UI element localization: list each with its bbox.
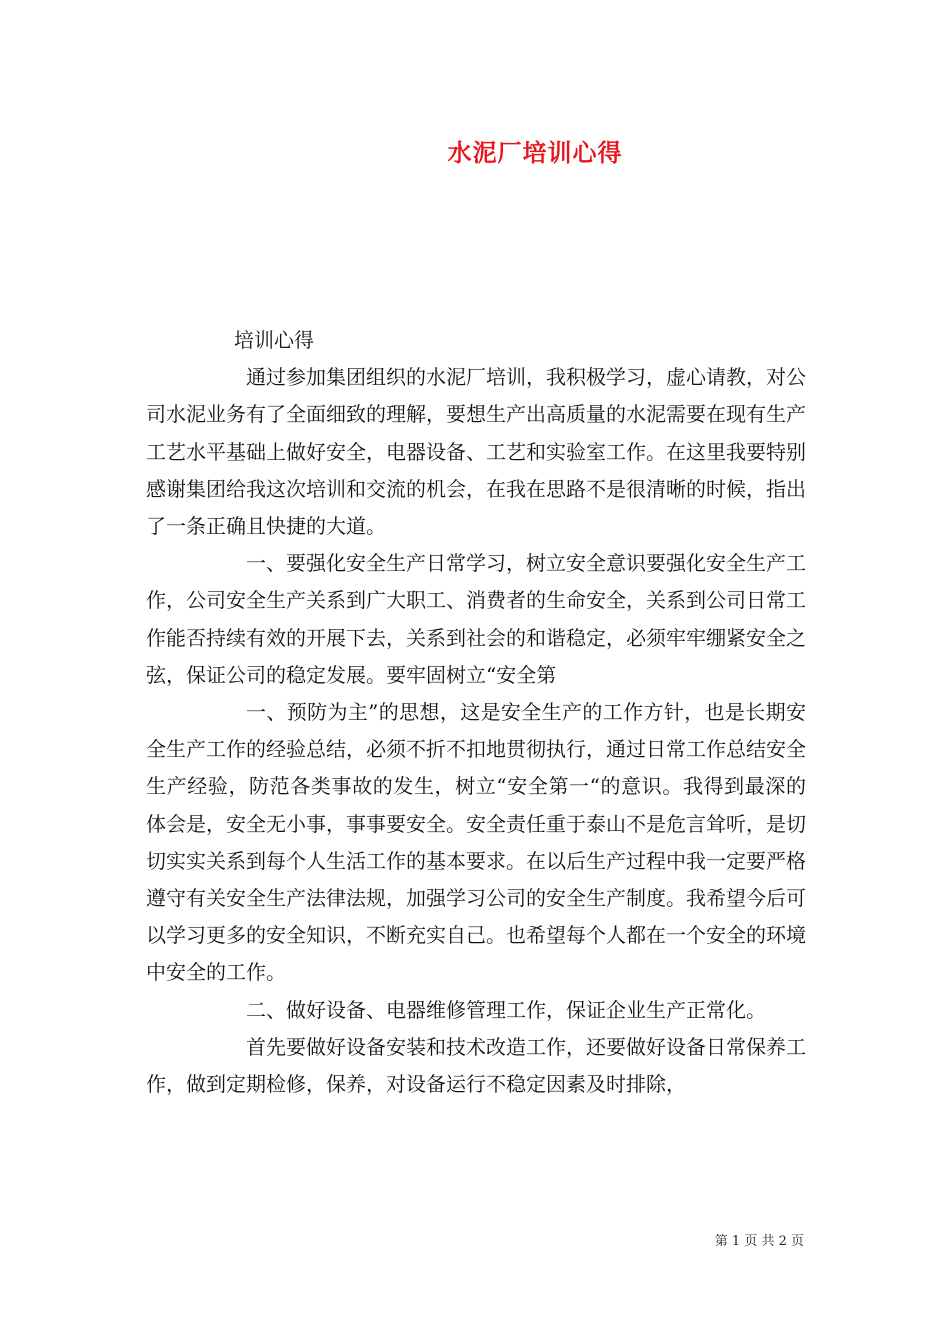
subheading: 培训心得	[234, 328, 314, 352]
paragraph-3: 一、预防为主”的思想，这是安全生产的工作方针，也是长期安全生产工作的经验总结，必须不折不扣地贯彻执行，通过日常工作总结安全生产经验，防范各类事故的发生，树立“安全第一“的意识。我得到最深的体会是，安全无小事，事事要安全。安全责任重于泰山不是危言耸听，是切切实实关系到每个人生活工作的基本要求。在以后生产过程中我一定要严格遵守有关安全生产法律法规，加强学习公司的安全生产制度。我希望今后可以学习更多的安全知识，不断充实自己。也希望每个人都在一个安全的环境中安全的工作。	[146, 700, 806, 985]
paragraph-1: 通过参加集团组织的水泥厂培训，我积极学习，虚心请教，对公司水泥业务有了全面细致的理解，要想生产出高质量的水泥需要在现有生产工艺水平基础上做好安全，电器设备、工艺和实验室工作。在这里我要特别感谢集团给我这次培训和交流的机会，在我在思路不是很清晰的时候，指出了一条正确且快捷的大道。	[146, 365, 806, 539]
paragraph-5: 首先要做好设备安装和技术改造工作，还要做好设备日常保养工作，做到定期检修，保养，对设备运行不稳定因素及时排除，	[146, 1034, 806, 1097]
paragraph-4: 二、做好设备、电器维修管理工作，保证企业生产正常化。	[246, 997, 766, 1022]
paragraph-2: 一、要强化安全生产日常学习，树立安全意识要强化安全生产工作，公司安全生产关系到广大职工、消费者的生命安全，关系到公司日常工作能否持续有效的开展下去，关系到社会的和谐稳定，必须牢牢绷紧安全之弦，保证公司的稳定发展。要牢固树立“安全第	[146, 551, 806, 687]
document-body	[146, 322, 806, 1103]
page-number-footer: 第 1 页 共 2 页	[714, 1234, 804, 1249]
page-title: 水泥厂培训心得	[447, 138, 623, 167]
